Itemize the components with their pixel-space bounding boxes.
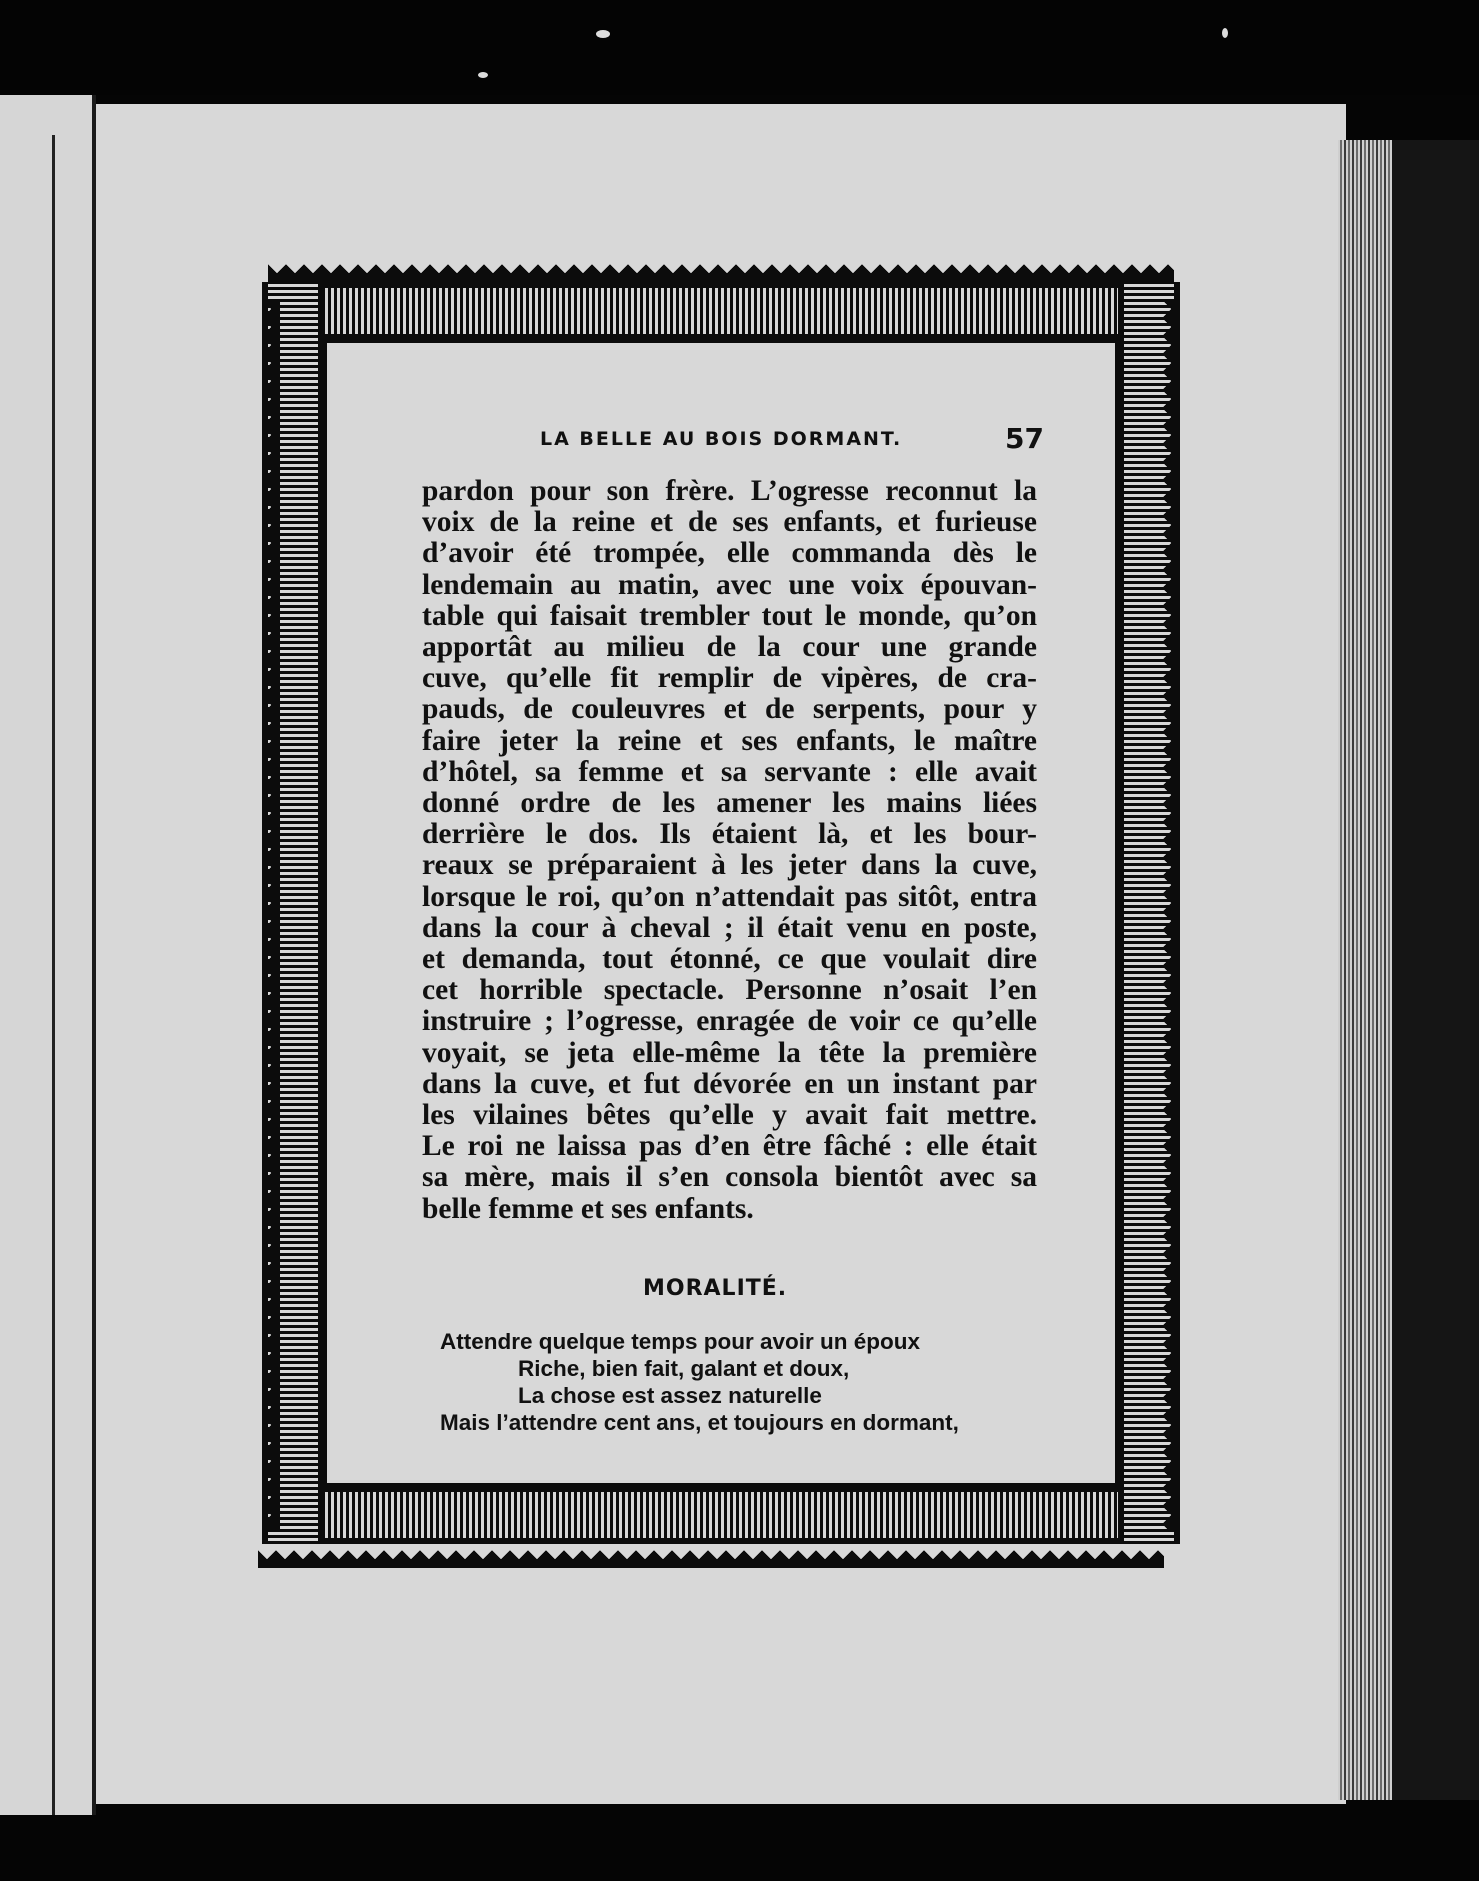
scan-speck xyxy=(596,30,610,38)
left-facing-page xyxy=(0,95,96,1815)
text-line: voix de la reine et de ses enfants, et furieuse xyxy=(422,506,1037,539)
ornament-border-top xyxy=(262,282,1180,340)
page-gutter xyxy=(52,135,55,1815)
text-line: cet horrible spectacle. Personne n’osait l’en xyxy=(422,974,1037,1007)
zigzag-ornament xyxy=(1162,300,1180,1532)
text-line: d’hôtel, sa femme et sa servante : elle avait xyxy=(422,755,1037,788)
text-line: Le roi ne laissa pas d’en être fâché : elle était xyxy=(422,1130,1037,1163)
text-line: lendemain au matin, avec une voix épouvan- xyxy=(422,568,1037,601)
moral-heading: MORALITÉ. xyxy=(643,1276,788,1301)
text-line: pardon pour son frère. L’ogresse reconnut la xyxy=(422,475,1037,507)
scan-background-top xyxy=(0,0,1479,95)
text-line: cuve, qu’elle fit remplir de vipères, de cra- xyxy=(422,662,1037,695)
text-line: apportât au milieu de la cour une grande xyxy=(422,631,1037,664)
text-line: derrière le dos. Ils étaient là, et les bour- xyxy=(422,818,1037,851)
page-number: 57 xyxy=(1005,422,1044,455)
text-line: voyait, se jeta elle-même la tête la première xyxy=(422,1036,1037,1069)
body-text xyxy=(422,476,1037,1225)
ornament-border-bottom xyxy=(262,1486,1180,1544)
text-line: instruire ; l’ogresse, enragée de voir ce qu’elle xyxy=(422,1005,1037,1038)
verse-line: Mais l’attendre cent ans, et toujours en dormant, xyxy=(440,1410,959,1435)
text-line: pauds, de couleuvres et de serpents, pour y xyxy=(422,693,1037,726)
moral-verse xyxy=(440,1328,1040,1436)
scan-speck xyxy=(478,72,488,78)
text-line: d’avoir été trompée, elle commanda dès le xyxy=(422,537,1037,570)
verse-line: Riche, bien fait, galant et doux, xyxy=(518,1356,850,1381)
zigzag-ornament xyxy=(262,300,280,1532)
text-line: belle femme et ses enfants. xyxy=(422,1192,754,1225)
text-line: et demanda, tout étonné, ce que voulait dire xyxy=(422,943,1037,976)
text-line: sa mère, mais il s’en consola bientôt avec sa xyxy=(422,1161,1037,1194)
text-line: donné ordre de les amener les mains liées xyxy=(422,787,1037,820)
scan-speck xyxy=(1222,28,1228,38)
verse-line: Attendre quelque temps pour avoir un époux xyxy=(440,1329,921,1354)
zigzag-ornament xyxy=(258,1550,1164,1568)
text-line: dans la cuve, et fut dévorée en un instant par xyxy=(422,1067,1037,1100)
running-head: LA BELLE AU BOIS DORMANT. xyxy=(540,428,903,450)
zigzag-ornament xyxy=(268,264,1174,282)
text-line: table qui faisait trembler tout le monde, qu’on xyxy=(422,599,1037,632)
text-line: lorsque le roi, qu’on n’attendait pas sitôt, entra xyxy=(422,880,1037,913)
text-line: dans la cour à cheval ; il était venu en poste, xyxy=(422,911,1037,944)
verse-line: La chose est assez naturelle xyxy=(518,1383,822,1408)
text-line: faire jeter la reine et ses enfants, le maître xyxy=(422,724,1037,757)
book-cover-edge xyxy=(1392,140,1479,1800)
text-line: reaux se préparaient à les jeter dans la cuve, xyxy=(422,849,1037,882)
text-line: les vilaines bêtes qu’elle y avait fait mettre. xyxy=(422,1099,1037,1132)
